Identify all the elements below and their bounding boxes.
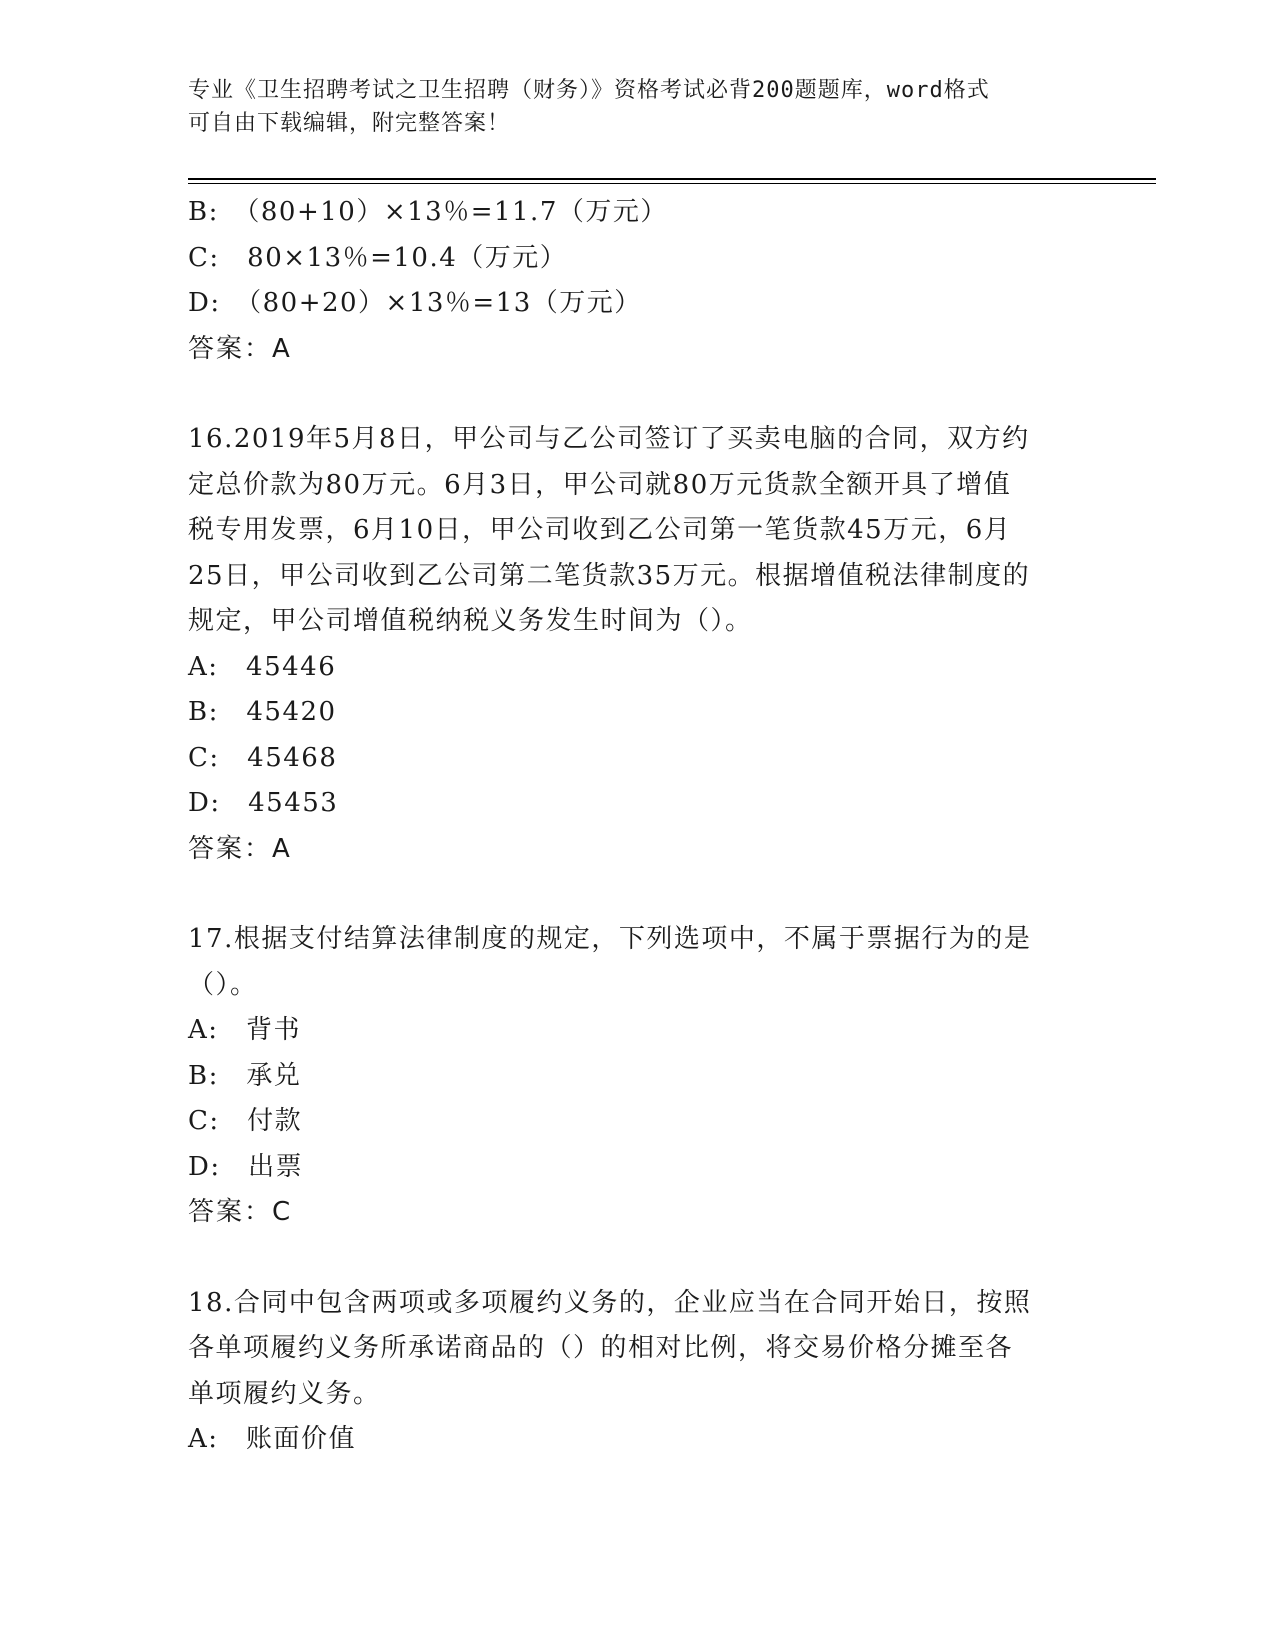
question-text-line: 17.根据支付结算法律制度的规定，下列选项中，不属于票据行为的是 bbox=[188, 924, 1032, 954]
option-c: C: 80×13％=10.4（万元） bbox=[188, 242, 568, 273]
option-d: D: 45453 bbox=[188, 788, 339, 818]
spacer bbox=[188, 872, 1088, 917]
header-line-2: 可自由下载编辑，附完整答案！ bbox=[188, 111, 511, 136]
option-b: B: （80+10）×13％=11.7（万元） bbox=[188, 197, 668, 227]
question-text-line: 各单项履约义务所承诺商品的（）的相对比例，将交易价格分摊至各 bbox=[188, 1333, 1014, 1363]
header-line-1: 专业《卫生招聘考试之卫生招聘（财务）》资格考试必背200题题库，word格式 bbox=[188, 78, 990, 103]
spacer bbox=[188, 1236, 1088, 1281]
answer-line: 答案：C bbox=[188, 1197, 293, 1227]
question-17 bbox=[188, 917, 1088, 1236]
option-a: A: 背书 bbox=[188, 1015, 302, 1045]
question-text-line: 单项履约义务。 bbox=[188, 1378, 381, 1409]
document-header bbox=[188, 74, 1088, 140]
header-divider-thin bbox=[188, 183, 1156, 184]
spacer bbox=[188, 372, 1088, 417]
question-text-line: 定总价款为80万元。6月3日，甲公司就80万元货款全额开具了增值 bbox=[188, 469, 1012, 500]
question-18 bbox=[188, 1281, 1088, 1463]
option-d: D: 出票 bbox=[188, 1151, 304, 1182]
question-text-line: 16.2019年5月8日，甲公司与乙公司签订了买卖电脑的合同，双方约 bbox=[188, 424, 1030, 454]
question-text-line: 25日，甲公司收到乙公司第二笔货款35万元。根据增值税法律制度的 bbox=[188, 560, 1031, 591]
question-text-line: （）。 bbox=[188, 969, 258, 1000]
option-c: C: 付款 bbox=[188, 1106, 303, 1136]
option-a: A: 账面价值 bbox=[188, 1424, 357, 1454]
answer-line: 答案：A bbox=[188, 833, 292, 864]
question-16 bbox=[188, 417, 1088, 872]
question-text-line: 18.合同中包含两项或多项履约义务的，企业应当在合同开始日，按照 bbox=[188, 1287, 1032, 1318]
answer-line: 答案：A bbox=[188, 333, 292, 364]
question-text-line: 规定，甲公司增值税纳税义务发生时间为（）。 bbox=[188, 606, 753, 636]
question-15-tail bbox=[188, 190, 1088, 372]
option-b: B: 45420 bbox=[188, 697, 337, 727]
header-divider-thick bbox=[188, 178, 1156, 180]
document-body bbox=[188, 190, 1088, 1463]
option-b: B: 承兑 bbox=[188, 1060, 302, 1091]
question-text-line: 税专用发票，6月10日，甲公司收到乙公司第一笔货款45万元，6月 bbox=[188, 515, 1012, 545]
option-c: C: 45468 bbox=[188, 742, 338, 773]
option-a: A: 45446 bbox=[188, 651, 337, 682]
option-d: D: （80+20）×13％=13（万元） bbox=[188, 288, 642, 318]
